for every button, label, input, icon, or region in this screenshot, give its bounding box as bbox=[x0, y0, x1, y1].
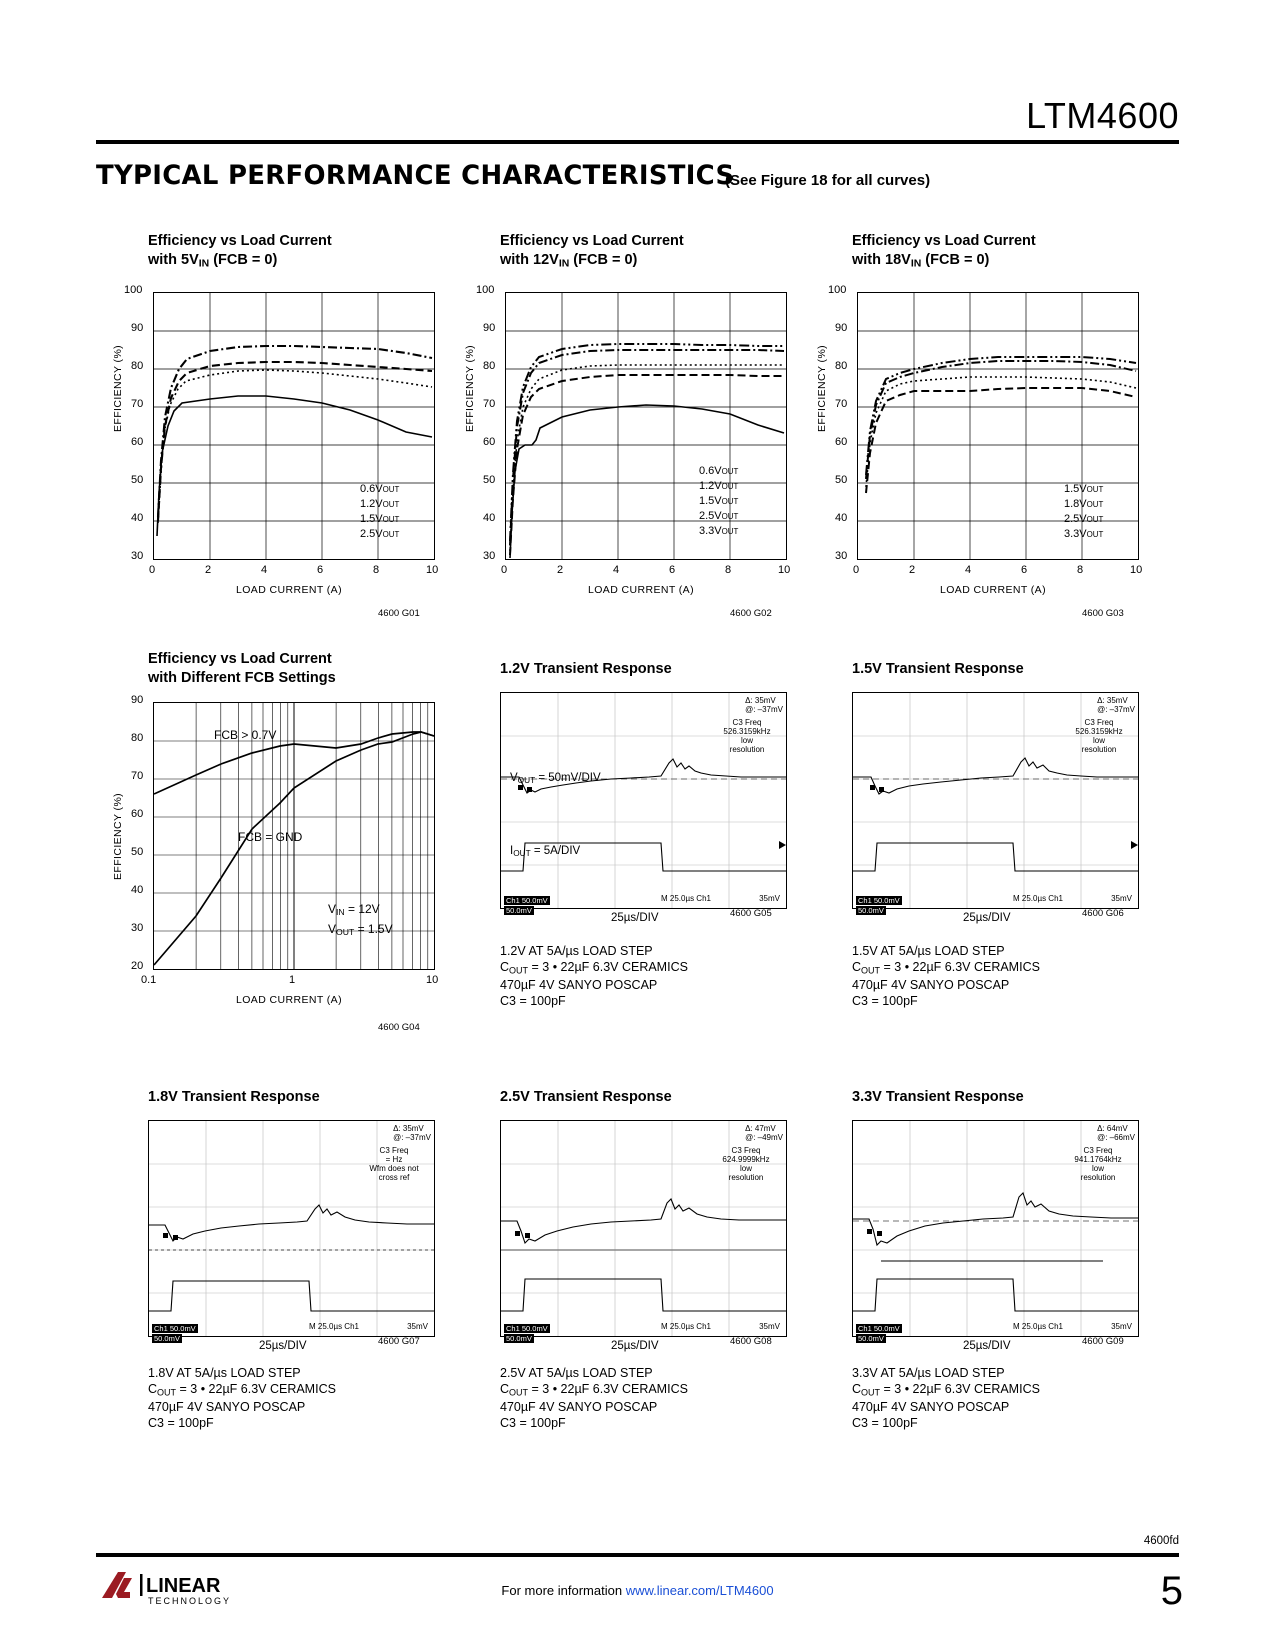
caption-cout-line: $C_{OUT} = 3$ • 22µF 6.3V CERAMICS bbox=[500, 959, 688, 975]
legend-item: 1.5V OUT bbox=[360, 513, 400, 525]
annotation-vout: $V_{OUT} = 1.5V$ bbox=[328, 922, 393, 938]
scope-chan-bar3-g07: 50.0mV bbox=[154, 1334, 180, 1343]
scope-trig-g06: 35mV bbox=[1111, 894, 1132, 903]
legend-item: 0.6V OUT bbox=[360, 483, 400, 495]
scope-measure-g07: Δ: 35mV @: –37mV bbox=[393, 1124, 431, 1142]
ytick: 80 bbox=[131, 360, 144, 372]
ytick: 70 bbox=[131, 398, 144, 410]
legend-g02 bbox=[653, 464, 738, 539]
scope-chan-bar-g07: Ch1 50.0mV bbox=[154, 1324, 196, 1333]
chart-title-line2-sub: IN bbox=[198, 258, 210, 270]
scope-c3freq-g06: C3 Freq 526.3159kHz low resolution bbox=[1075, 718, 1123, 754]
xtick: 2 bbox=[205, 564, 212, 576]
caption-cout-line: $C_{OUT} = 3$ • 22µF 6.3V CERAMICS bbox=[148, 1381, 336, 1397]
chart-title-g01 bbox=[148, 232, 448, 271]
xtick: 8 bbox=[1077, 564, 1084, 576]
x-axis-label-g04: LOAD CURRENT (A) bbox=[236, 994, 342, 1006]
ytick: 40 bbox=[131, 884, 144, 896]
iout-scale-label-g05: $I_{OUT} = 5A/DIV$ bbox=[510, 845, 581, 859]
ytick: 90 bbox=[131, 694, 144, 706]
transient-title-g08: 2.5V Transient Response bbox=[500, 1089, 672, 1105]
scope-chan-bar-g05: Ch1 50.0mV bbox=[506, 896, 548, 905]
ytick: 80 bbox=[483, 360, 496, 372]
footer-info-text: For more information bbox=[501, 1583, 626, 1598]
chart-title-g02: Efficiency vs Load Current with $12V_{IN}$ (FCB = 0) bbox=[500, 233, 684, 270]
legend-item: 2.5V OUT bbox=[699, 510, 739, 522]
ytick: 50 bbox=[131, 846, 144, 858]
ytick: 40 bbox=[131, 512, 144, 524]
ytick: 70 bbox=[835, 398, 848, 410]
xtick: 6 bbox=[669, 564, 676, 576]
caption-cout-line: $C_{OUT} = 3$ • 22µF 6.3V CERAMICS bbox=[852, 1381, 1040, 1397]
transient-panel-g08 bbox=[448, 1088, 788, 1468]
legend-item: 1.2V OUT bbox=[360, 498, 400, 510]
y-axis-label-g04: EFFICIENCY (%) bbox=[112, 792, 124, 880]
chart-panel-g01 bbox=[96, 232, 439, 619]
ytick: 100 bbox=[476, 284, 495, 296]
xtick: 0 bbox=[853, 564, 860, 576]
caption-g09: 3.3V AT 5A/µs LOAD STEP $C_{OUT} = 3$ • 22µF 6.3V CERAMICS 470µF 4V SANYO POSCAP C3 = 100pF bbox=[852, 1366, 1132, 1431]
ytick: 60 bbox=[835, 436, 848, 448]
xtick: 2 bbox=[909, 564, 916, 576]
xtick: 4 bbox=[613, 564, 620, 576]
caption-cout-line: $C_{OUT} = 3$ • 22µF 6.3V CERAMICS bbox=[852, 959, 1040, 975]
annotation-fcb-gnd: FCB = GND bbox=[238, 830, 303, 844]
chart-title-g04: Efficiency vs Load Current with Different FCB Settings bbox=[148, 651, 336, 686]
ytick: 100 bbox=[828, 284, 847, 296]
transient-panel-g06 bbox=[800, 660, 1140, 1060]
xtick: 0 bbox=[501, 564, 508, 576]
ytick: 30 bbox=[131, 550, 144, 562]
legend-item: 1.5V OUT bbox=[1064, 483, 1104, 495]
scope-chan-bar3-g06: 50.0mV bbox=[858, 906, 884, 915]
ytick: 60 bbox=[483, 436, 496, 448]
legend-g01 bbox=[314, 482, 399, 542]
legend-item: 3.3V OUT bbox=[699, 525, 739, 537]
legend-item: 0.6V OUT bbox=[699, 465, 739, 477]
xtick: 4 bbox=[965, 564, 972, 576]
time-div-label-g07: 25µs/DIV bbox=[259, 1340, 307, 1352]
figure-code-g04: 4600 G04 bbox=[378, 1022, 420, 1033]
scope-chan-bar3-g05: 50.0mV bbox=[506, 906, 532, 915]
xtick: 6 bbox=[1021, 564, 1028, 576]
chart-panel-g03 bbox=[800, 232, 1143, 619]
scope-time-g09: M 25.0µs Ch1 bbox=[1013, 1322, 1063, 1331]
y-axis-label-g03: EFFICIENCY (%) bbox=[816, 344, 828, 432]
scope-time-g07: M 25.0µs Ch1 bbox=[309, 1322, 359, 1331]
plot-area-g02 bbox=[505, 292, 787, 560]
footer-rule bbox=[96, 1553, 1179, 1557]
caption-g08: 2.5V AT 5A/µs LOAD STEP $C_{OUT} = 3$ • 22µF 6.3V CERAMICS 470µF 4V SANYO POSCAP C3 = 100pF bbox=[500, 1366, 780, 1431]
section-heading: TYPICAL PERFORMANCE CHARACTERISTICS bbox=[96, 160, 735, 191]
figure-code-g09: 4600 G09 bbox=[1082, 1336, 1124, 1347]
chart-title-line2-pre: with 5V bbox=[148, 251, 199, 268]
time-div-label-g08: 25µs/DIV bbox=[611, 1340, 659, 1352]
scope-trig-g09: 35mV bbox=[1111, 1322, 1132, 1331]
scope-measure-g06: Δ: 35mV @: –37mV bbox=[1097, 696, 1135, 714]
scope-chan-bar-g09: Ch1 50.0mV bbox=[858, 1324, 900, 1333]
caption-g07: 1.8V AT 5A/µs LOAD STEP $C_{OUT} = 3$ • 22µF 6.3V CERAMICS 470µF 4V SANYO POSCAP C3 = 100pF bbox=[148, 1366, 428, 1431]
scope-trig-g07: 35mV bbox=[407, 1322, 428, 1331]
legend-item: 1.8V OUT bbox=[1064, 498, 1104, 510]
y-axis-label-g01: EFFICIENCY (%) bbox=[112, 344, 124, 432]
vout-scale-label-g05: $V_{OUT} = 50mV/DIV$ bbox=[510, 772, 601, 786]
legend-item: 1.5V OUT bbox=[699, 495, 739, 507]
footer-link[interactable]: www.linear.com/LTM4600 bbox=[625, 1583, 774, 1598]
chart-title-g03: Efficiency vs Load Current with $18V_{IN}$ (FCB = 0) bbox=[852, 233, 1036, 270]
figure-code-g07: 4600 G07 bbox=[378, 1336, 420, 1347]
scope-measure-g08: Δ: 47mV @: –49mV bbox=[745, 1124, 783, 1142]
page-title: LTM4600 bbox=[1026, 95, 1179, 136]
caption-cout-line: $C_{OUT} = 3$ • 22µF 6.3V CERAMICS bbox=[500, 1381, 688, 1397]
scope-time-g06: M 25.0µs Ch1 bbox=[1013, 894, 1063, 903]
scope-trig-g05: 35mV bbox=[759, 894, 780, 903]
transient-title-g06: 1.5V Transient Response bbox=[852, 661, 1024, 677]
legend-item: 2.5V OUT bbox=[1064, 513, 1104, 525]
x-axis-label-g01: LOAD CURRENT (A) bbox=[236, 584, 342, 596]
svg-text:LINEAR: LINEAR bbox=[146, 1575, 221, 1597]
xtick: 6 bbox=[317, 564, 324, 576]
section-note: (See Figure 18 for all curves) bbox=[725, 172, 931, 189]
figure-code-g08: 4600 G08 bbox=[730, 1336, 772, 1347]
doc-revision-code: 4600fd bbox=[1143, 1535, 1179, 1547]
transient-title-g09: 3.3V Transient Response bbox=[852, 1089, 1024, 1105]
figure-code-g05: 4600 G05 bbox=[730, 908, 772, 919]
caption-g06: 1.5V AT 5A/µs LOAD STEP $C_{OUT} = 3$ • 22µF 6.3V CERAMICS 470µF 4V SANYO POSCAP C3 = 100pF bbox=[852, 944, 1132, 1009]
ytick: 50 bbox=[483, 474, 496, 486]
transient-title-g07: 1.8V Transient Response bbox=[148, 1089, 320, 1105]
svg-text:TECHNOLOGY: TECHNOLOGY bbox=[148, 1596, 232, 1606]
x-axis-label-g02: LOAD CURRENT (A) bbox=[588, 584, 694, 596]
scope-chan-bar-g08: Ch1 50.0mV bbox=[506, 1324, 548, 1333]
transient-panel-g05 bbox=[448, 660, 788, 1060]
ytick: 40 bbox=[483, 512, 496, 524]
scope-chan-bar3-g08: 50.0mV bbox=[506, 1334, 532, 1343]
figure-code-g01: 4600 G01 bbox=[378, 608, 420, 619]
scope-chan-bar-g06: Ch1 50.0mV bbox=[858, 896, 900, 905]
time-div-label-g06: 25µs/DIV bbox=[963, 912, 1011, 924]
ytick: 40 bbox=[835, 512, 848, 524]
legend-item: 3.3V OUT bbox=[1064, 528, 1104, 540]
figure-code-g02: 4600 G02 bbox=[730, 608, 772, 619]
xtick: 0 bbox=[149, 564, 156, 576]
ytick: 50 bbox=[835, 474, 848, 486]
ytick: 20 bbox=[131, 960, 144, 972]
transient-title-g05: 1.2V Transient Response bbox=[500, 661, 672, 677]
chart-panel-g04 bbox=[96, 650, 439, 1050]
legend-g03 bbox=[1018, 482, 1103, 542]
scope-trig-g08: 35mV bbox=[759, 1322, 780, 1331]
ytick: 90 bbox=[131, 322, 144, 334]
annotation-vin: $V_{IN} = 12V$ bbox=[328, 902, 380, 918]
caption-g05: 1.2V AT 5A/µs LOAD STEP $C_{OUT} = 3$ • 22µF 6.3V CERAMICS 470µF 4V SANYO POSCAP C3 = 100pF bbox=[500, 944, 780, 1009]
ytick: 50 bbox=[131, 474, 144, 486]
xtick: 0.1 bbox=[141, 974, 157, 986]
figure-code-g06: 4600 G06 bbox=[1082, 908, 1124, 919]
ytick: 60 bbox=[131, 436, 144, 448]
time-div-label-g09: 25µs/DIV bbox=[963, 1340, 1011, 1352]
xtick: 2 bbox=[557, 564, 564, 576]
xtick: 10 bbox=[426, 974, 439, 986]
scope-c3freq-g05: C3 Freq 526.3159kHz low resolution bbox=[723, 718, 771, 754]
scope-measure-g09: Δ: 64mV @: –66mV bbox=[1097, 1124, 1135, 1142]
time-div-label-g05: 25µs/DIV bbox=[611, 912, 659, 924]
ytick: 90 bbox=[483, 322, 496, 334]
chart-panel-g02 bbox=[448, 232, 791, 619]
xtick: 10 bbox=[1130, 564, 1143, 576]
transient-panel-g09 bbox=[800, 1088, 1140, 1468]
ytick: 30 bbox=[483, 550, 496, 562]
scope-measure-g05: Δ: 35mV @: –37mV bbox=[745, 696, 783, 714]
ytick: 100 bbox=[124, 284, 143, 296]
xtick: 10 bbox=[426, 564, 439, 576]
header-rule bbox=[96, 140, 1179, 144]
ytick: 60 bbox=[131, 808, 144, 820]
transient-panel-g07 bbox=[96, 1088, 436, 1468]
ytick: 70 bbox=[131, 770, 144, 782]
ytick: 80 bbox=[131, 732, 144, 744]
chart-svg-g02 bbox=[506, 293, 786, 559]
legend-item: 1.2V OUT bbox=[699, 480, 739, 492]
scope-time-g05: M 25.0µs Ch1 bbox=[661, 894, 711, 903]
ytick: 30 bbox=[835, 550, 848, 562]
ytick: 80 bbox=[835, 360, 848, 372]
xtick: 4 bbox=[261, 564, 268, 576]
annotation-fcb-high: FCB > 0.7V bbox=[214, 728, 277, 742]
xtick: 10 bbox=[778, 564, 791, 576]
xtick: 8 bbox=[725, 564, 732, 576]
ytick: 70 bbox=[483, 398, 496, 410]
y-axis-label-g02: EFFICIENCY (%) bbox=[464, 344, 476, 432]
footer-info bbox=[0, 1583, 1275, 1598]
scope-chan-bar3-g09: 50.0mV bbox=[858, 1334, 884, 1343]
scope-c3freq-g08: C3 Freq 624.9999kHz low resolution bbox=[722, 1146, 770, 1182]
scope-time-g08: M 25.0µs Ch1 bbox=[661, 1322, 711, 1331]
ytick: 90 bbox=[835, 322, 848, 334]
x-axis-label-g03: LOAD CURRENT (A) bbox=[940, 584, 1046, 596]
figure-code-g03: 4600 G03 bbox=[1082, 608, 1124, 619]
scope-c3freq-g09: C3 Freq 941.1764kHz low resolution bbox=[1074, 1146, 1122, 1182]
scope-c3freq-g07: C3 Freq = Hz Wfm does not cross ref bbox=[369, 1146, 419, 1182]
chart-title-line2-post: (FCB = 0) bbox=[209, 251, 278, 268]
xtick: 1 bbox=[289, 974, 296, 986]
ytick: 30 bbox=[131, 922, 144, 934]
chart-title-line1: Efficiency vs Load Current bbox=[148, 233, 332, 249]
page-number: 5 bbox=[1160, 1569, 1183, 1613]
xtick: 8 bbox=[373, 564, 380, 576]
legend-item: 2.5V OUT bbox=[360, 528, 400, 540]
